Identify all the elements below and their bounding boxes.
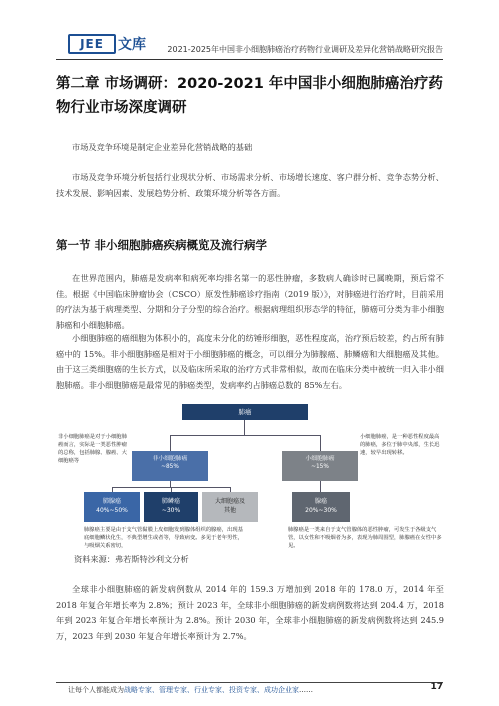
footer-prefix: 让每个人都能成为 (68, 686, 124, 694)
intro-paragraph-1: 市场及竞争环境是制定企业差异化营销战略的基础 (72, 142, 253, 152)
leaf-label-2: 其他 (223, 507, 236, 514)
leaf-label: 腺癌 (314, 498, 327, 505)
leaf-label: 大细胞癌及 (214, 498, 245, 505)
sclc-pct: ~15% (311, 464, 329, 470)
section-paragraph-1: 在世界范围内，肺癌是发病率和病死率均排名第一的恶性肿瘤，多数病人确诊时已属晚期，预后常不佳。根据《中国临床肿瘤协会（CSCO）原发性肺癌诊疗指南（2019 版）》，对肺癌进行治疗时，目前采用的疗法为基于病理类型、分期和分子分型的综合治疗。根据病理组织形态学的特征，肺癌可分类为非小细胞肺癌和小细胞肺癌。 (56, 273, 444, 330)
page-number: 17 (430, 682, 443, 692)
leaf-pct: ~30% (161, 507, 181, 514)
connector (170, 435, 320, 436)
sclc-note: 小细胞肺癌，是一种恶性程度最高的肺癌，多位于肺中央部，生长迅速，较早出现转移。 (360, 434, 440, 456)
footer-suffix: …… (299, 686, 313, 694)
report-title: 2021-2025年中国非小细胞肺癌治疗药物行业调研及差异化营销战略研究报告 (167, 45, 443, 54)
leaf-pct: 20%~30% (305, 507, 337, 514)
footer-slogan (68, 685, 313, 695)
logo-text: 文库 (118, 36, 146, 53)
connector (320, 435, 321, 451)
footer-divider (56, 682, 443, 683)
connector (170, 435, 171, 451)
leaf-label: 肺鳞癌 (161, 498, 180, 505)
root-node: 肺癌 (182, 404, 308, 420)
chapter-title: 第二章 市场调研：2020-2021 年中国非小细胞肺癌治疗药物行业市场深度调研 (56, 76, 443, 116)
sclc-node (282, 451, 358, 481)
squamous-node (144, 492, 198, 522)
footer-highlight: 战略专家、管理专家、行业专家、投资专家、成功企业家 (124, 686, 299, 694)
section-paragraph-2: 小细胞肺癌的癌细胞为体积小的，高度未分化的纺锤形细胞，恶性程度高，治疗预后较差，约占所有肺癌中的 15%。非小细胞肺癌是相对于小细胞肺癌的概念，可以细分为肺腺癌、肺鳞癌和大细胞癌及其他。由于这三类细胞癌的生长方式，以及临床所采取的治疗方式非常相似，故而在临床分类中被统一归入非小细胞肺癌。非小细胞肺癌是最常见的肺癌类型，发病率约占肺癌总数的 85%左右。 (56, 333, 444, 390)
intro-paragraph-2: 市场及竞争环境分析包括行业现状分析、市场需求分析、市场增长速度、客户群分析、竞争态势分析、技术发展、影响因素、发展趋势分析、政策环境分析等各方面。 (56, 172, 444, 198)
nsclc-label: 非小细胞肺癌 (152, 456, 188, 462)
section-title: 第一节 非小细胞肺癌疾病概览及流行病学 (56, 238, 268, 252)
nsclc-note: 非小细胞肺癌是对于小细胞肺癌而言，实际是一类恶性肿瘤的总称，包括肺腺、腺癌、大细胞癌等 (58, 434, 127, 464)
closing-paragraph: 全球非小细胞肺癌的新发病例数从 2014 年的 159.3 万增加到 2018 年的 178.0 万，2014 年至 2018 年复合年增长率为 2.8%；预计 2023 年，全球非小细胞肺癌的新发病例数将达到 204.4 万，2018 年到 2023 年复合年增长率预计为 2.8%。预计 2030 年，全球非小细胞肺癌的新发病例数将达到 245.9 万，2023 年到 2030 年复合年增长率预计为 2.7%。 (56, 584, 444, 641)
large-cell-node (202, 492, 258, 522)
adenocarcinoma-note: 肺腺癌主要是由于支气管黏膜上皮细胞发到腺体组织的腺癌，出现基底细胞鳞状化生，不典型增生或者等，导致病变。多见于老年男性，与吸烟关系密切， (84, 527, 243, 549)
sclc-label: 小细胞肺癌 (305, 456, 335, 462)
logo-box: ЈEE (68, 34, 116, 54)
leaf-pct: 40%~50% (96, 507, 128, 514)
nsclc-pct: ~85% (161, 464, 179, 470)
lung-cancer-classification-diagram (56, 403, 444, 549)
sclc-subtype-note: 肺腺癌是一类来自于支气管腺体的恶性肿瘤，可发生于各级支气管，以女性和不吸烟者为多，表现为肺周围型，肺腺癌在女性中多见。 (288, 527, 442, 549)
connector (244, 420, 245, 435)
leaf-label: 肺腺癌 (102, 498, 121, 505)
header-divider (56, 59, 443, 60)
sclc-subtype-node (292, 492, 350, 522)
nsclc-node (132, 451, 208, 481)
figure-source: 资料来源：弗若斯特沙利文分析 (74, 554, 189, 564)
page-header (0, 0, 499, 62)
adenocarcinoma-node (84, 492, 140, 522)
brand-logo[interactable] (68, 33, 146, 54)
connector (320, 481, 321, 492)
